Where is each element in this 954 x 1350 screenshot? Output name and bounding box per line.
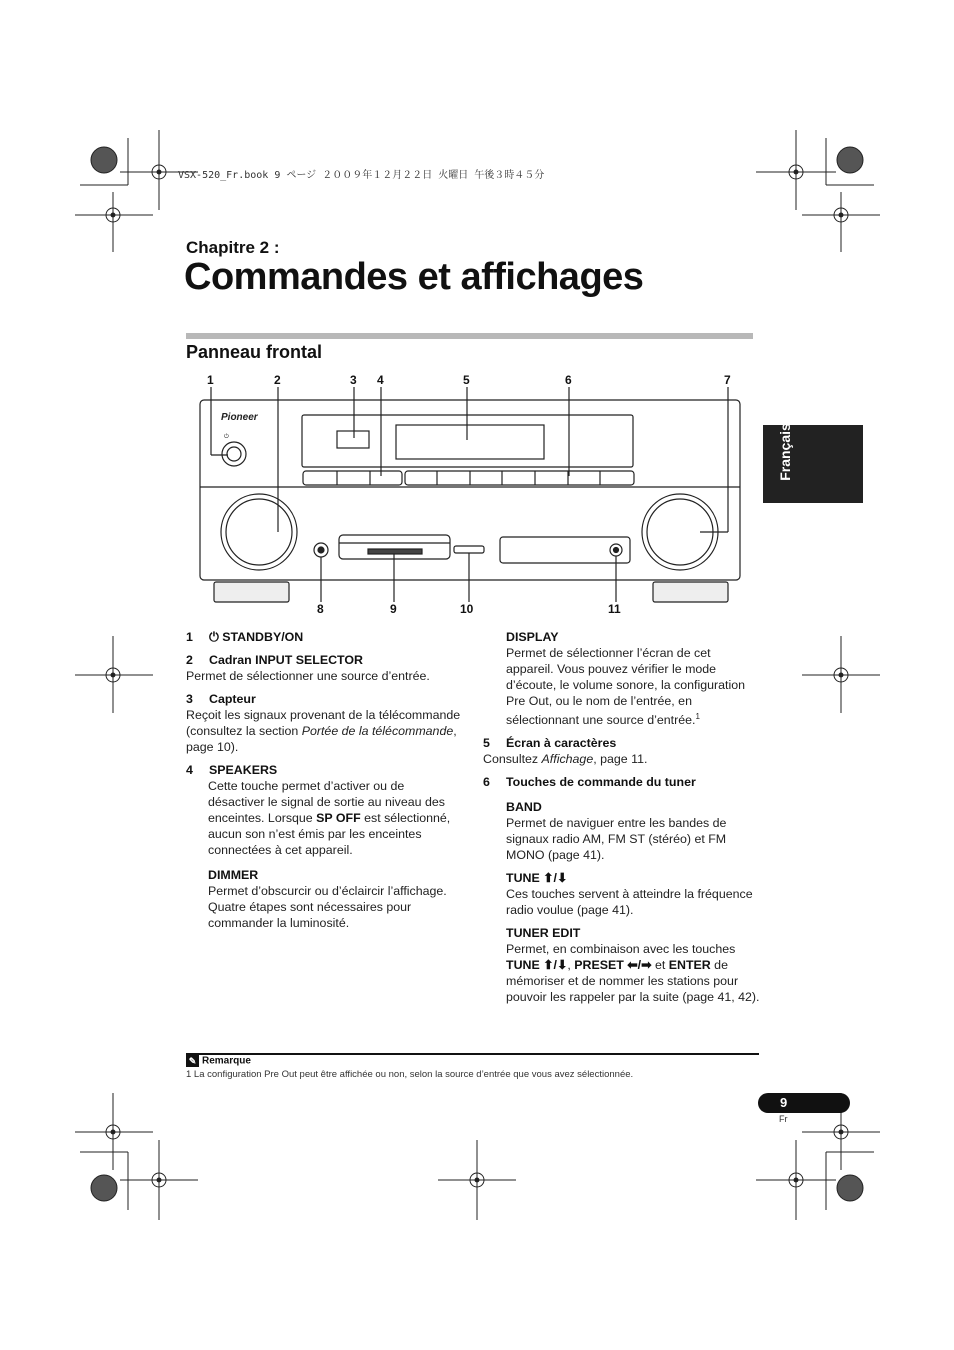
item-number: 4 — [186, 763, 193, 777]
callout-4: 4 — [377, 373, 384, 387]
language-tab-label: Français — [777, 423, 793, 481]
item-number: 2 — [186, 653, 193, 667]
item-text: Permet de sélectionner une source d’entrée. — [186, 669, 430, 683]
page-language: Fr — [779, 1114, 788, 1124]
mcacc-setup-mic-button — [454, 546, 484, 553]
print-header: VSX-520_Fr.book 9 ページ ２００９年１２月２２日 火曜日 午後３時４５分 — [178, 170, 545, 181]
callout-5: 5 — [463, 373, 470, 387]
callout-3: 3 — [350, 373, 357, 387]
tuner-edit-text: Permet, en combinaison avec les touches TUNE ⬆/⬇, PRESET ⬅/➡ et ENTER de mémoriser et de nommer les stations pour pouvoir les rappeler par la suite (page 41, 42). — [506, 942, 760, 1005]
callout-11: 11 — [608, 602, 621, 616]
svg-text:⏻: ⏻ — [224, 434, 229, 440]
tune-text: Ces touches servent à atteindre la fréquence radio voulue (page 41). — [506, 887, 753, 918]
dimmer-title: DIMMER — [208, 868, 259, 882]
display-text: Permet de sélectionner l’écran de cet appareil. Vous pouvez vérifier le mode d’écoute, le volume sonore, la configuration Pre Out, ou le nom de l’entrée, en sélectionnant une source d’entrée.$^1$ — [506, 646, 746, 728]
band-text: Permet de naviguer entre les bandes de signaux radio AM, FM ST (stéréo) et FM MONO (page 41). — [506, 816, 727, 863]
callout-7: 7 — [724, 373, 731, 387]
note-text: 1 La configuration Pre Out peut être affichée ou non, selon la source d’entrée que vous avez sélectionnée. — [186, 1069, 634, 1080]
item-text: Consultez Affichage, page 11. — [483, 752, 648, 767]
item-title: Touches de commande du tuner — [506, 775, 696, 790]
brand-logo: Pioneer — [221, 412, 258, 423]
note-icon: ✎ — [186, 1055, 199, 1067]
tune-title: TUNE ⬆/⬇ — [506, 871, 568, 886]
chapter-label: Chapitre 2 : — [186, 238, 280, 257]
item-number: 6 — [483, 775, 490, 790]
input-selector-knob — [221, 494, 297, 570]
item-number: 5 — [483, 736, 490, 751]
item-title: ⏻ STANDBY/ON — [209, 630, 304, 644]
page-number-pill — [758, 1093, 850, 1113]
left-column — [186, 629, 464, 931]
standby-button — [222, 442, 246, 466]
item-title: SPEAKERS — [209, 763, 278, 777]
display-title: DISPLAY — [506, 630, 559, 644]
item-title: Capteur — [209, 692, 256, 706]
callout-8: 8 — [317, 602, 324, 616]
callout-6: 6 — [565, 373, 572, 387]
callout-10: 10 — [460, 602, 474, 616]
item-title: Cadran INPUT SELECTOR — [209, 653, 363, 667]
front-panel-figure — [0, 0, 954, 640]
dimmer-text: Permet d’obscurcir ou d’éclaircir l’affichage. Quatre étapes sont nécessaires pour commander la luminosité. — [208, 884, 447, 930]
item-title: Écran à caractères — [506, 736, 617, 751]
page-title: Commandes et affichages — [184, 256, 644, 298]
fl-display — [396, 425, 544, 459]
page-number: 9 — [780, 1095, 788, 1110]
sensor — [337, 431, 369, 448]
callout-1: 1 — [207, 373, 214, 387]
receiver-drawing — [0, 0, 954, 640]
item-text: Reçoit les signaux provenant de la télécommande (consultez la section Portée de la télécommande, page 10). — [186, 708, 461, 754]
callout-9: 9 — [390, 602, 397, 616]
callout-2: 2 — [274, 373, 281, 387]
note-rule — [186, 1053, 759, 1055]
right-column — [483, 629, 761, 1005]
section-heading: Panneau frontal — [186, 342, 323, 362]
item-number: 3 — [186, 692, 193, 706]
note-heading: ✎ Remarque — [186, 1055, 251, 1067]
tuner-edit-title: TUNER EDIT — [506, 926, 581, 941]
speakers-text: Cette touche permet d’activer ou de désactiver le signal de sortie au niveau des enceintes. Lorsque SP OFF est sélectionné, aucun son n’est émis par les enceintes connectées à cet appareil. — [208, 779, 451, 857]
band-title: BAND — [506, 800, 542, 815]
item-number: 1 — [186, 630, 193, 644]
